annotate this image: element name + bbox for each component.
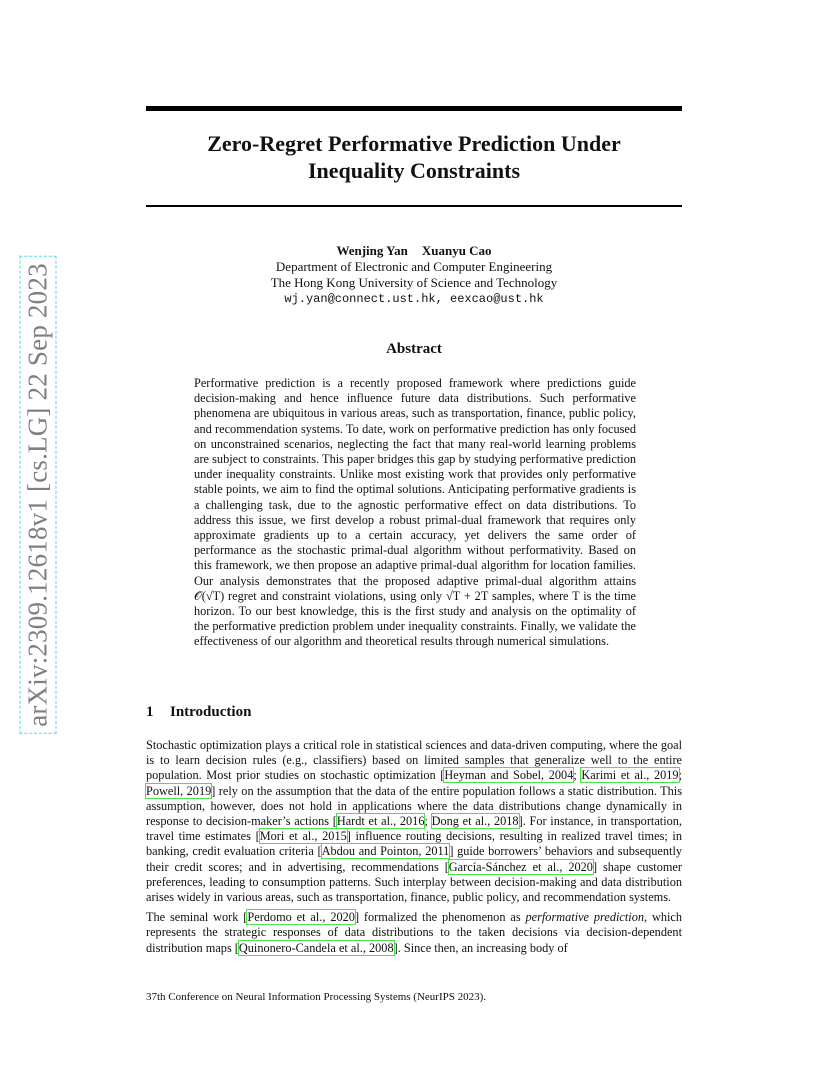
arxiv-stamp-container — [18, 255, 58, 735]
citation-link[interactable]: García-Sánchez et al., 2020 — [448, 859, 593, 874]
introduction-body — [146, 738, 682, 961]
paragraph-text: ] rely on the assumption that the data of the entire population follows a static distribution. This assumption, however, does not hold in applications where the data distributions change dynamically in response to decision-maker’s actions [ — [146, 783, 682, 829]
emphasized-term: performative prediction — [525, 910, 644, 925]
author-name: Xuanyu Cao — [421, 243, 492, 258]
abstract-text: Performative prediction is a recently proposed framework where predictions guide decision-making and hence influence future data distributions. Such performative phenomena are ubiquitous in various areas, such as transportation, finance, public policy, and recommendation systems. To date, work on performative prediction has only focused on unconstrained scenarios, neglecting the fact that many real-world learning problems are subject to constraints. This paper bridges this gap by studying performative prediction under inequality constraints. Unlike most existing work that provides only performative stable points, we aim to find the optimal solutions. Anticipating performative gradients is a challenging task, due to the agnostic performative effect on data distributions. To address this issue, we first develop a robust primal-dual framework that requires only approximate gradients up to a certain accuracy, yet delivers the same order of performance as the stochastic primal-dual algorithm without performativity. Based on this framework, we then propose an adaptive primal-dual algorithm for location families. Our analysis demonstrates that the proposed adaptive primal-dual algorithm attains 𝒪(√T) regret and constraint violations, using only √T + 2T samples, where T is the time horizon. To our best knowledge, this is the first study and analysis on the optimality of the performative prediction problem under inequality constraints. Finally, we validate the effectiveness of our algorithm and theoretical results through numerical simulations. — [194, 376, 636, 649]
author-emails: wj.yan@connect.ust.hk, eexcao@ust.hk — [284, 292, 544, 306]
author-name: Wenjing Yan — [336, 243, 408, 258]
paragraph-text: ; — [678, 768, 682, 783]
citation-link[interactable]: Karimi et al., 2019 — [581, 768, 679, 783]
paragraph-text: ] guide borrowers’ behaviors and subsequently their credit scores; and in advertising, recommendations [ — [146, 844, 683, 874]
paragraph-text: Stochastic optimization plays a critical role in statistical sciences and data-driven computing, where the goal is to learn decision rules (e.g., classifiers) based on limited samples that generalize well to the entire population. Most prior studies on stochastic optimization [ — [146, 738, 682, 783]
paper-title — [146, 130, 682, 184]
conference-footer: 37th Conference on Neural Information Processing Systems (NeurIPS 2023). — [146, 991, 487, 1003]
section-title: Introduction — [170, 704, 252, 720]
citation-link[interactable]: Quinonero-Candela et al., 2008 — [238, 940, 394, 955]
citation-link[interactable]: Hardt et al., 2016 — [336, 814, 425, 829]
paragraph-text: , which represents the strategic responses of data distributions to the taken decisions via decision-dependent distribution maps [ — [146, 910, 683, 955]
affiliation-department: Department of Electronic and Computer Engineering — [275, 259, 553, 274]
citation-link[interactable]: Abdou and Pointon, 2011 — [321, 844, 450, 859]
title-bottom-rule — [146, 205, 682, 207]
title-line-2: Inequality Constraints — [307, 158, 521, 183]
citation-link[interactable]: Mori et al., 2015 — [259, 829, 347, 844]
citation-link[interactable]: Powell, 2019 — [146, 783, 212, 798]
title-line-1: Zero-Regret Performative Prediction Under — [207, 131, 621, 156]
paragraph-text: ]. Since then, an increasing body of — [393, 940, 568, 955]
paragraph-text: ] influence routing decisions, resulting in realized travel times; in banking, credit evaluation criteria [ — [146, 829, 682, 859]
paragraph-text: ]. For instance, in transportation, travel time estimates [ — [146, 814, 683, 844]
citation-link[interactable]: Perdomo et al., 2020 — [247, 910, 355, 925]
paragraph — [146, 738, 682, 905]
paragraph-text: ] shape customer preferences, leading to consumption patterns. Such interplay between decision-making and data distribution arises widely in various areas, such as transportation, finance, public policy, and recommendation systems. — [146, 859, 682, 905]
affiliation-university: The Hong Kong University of Science and Technology — [270, 275, 558, 290]
arxiv-stamp[interactable]: arXiv:2309.12618v1 [cs.LG] 22 Sep 2023 — [20, 256, 57, 734]
paragraph-text: ] formalized the phenomenon as — [354, 910, 526, 925]
abstract-heading: Abstract — [386, 341, 442, 357]
citation-link[interactable]: Dong et al., 2018 — [431, 814, 519, 829]
paragraph-text: The seminal work [ — [146, 910, 248, 925]
paragraph-text: ; — [573, 768, 582, 783]
paragraph-text: ; — [424, 814, 432, 829]
author-block — [146, 243, 682, 307]
title-top-rule — [146, 106, 682, 111]
section-number: 1 — [146, 704, 154, 720]
author-names — [146, 243, 682, 259]
citation-link[interactable]: Heyman and Sobel, 2004 — [444, 768, 574, 783]
paragraph — [146, 910, 682, 956]
section-heading — [146, 704, 251, 721]
